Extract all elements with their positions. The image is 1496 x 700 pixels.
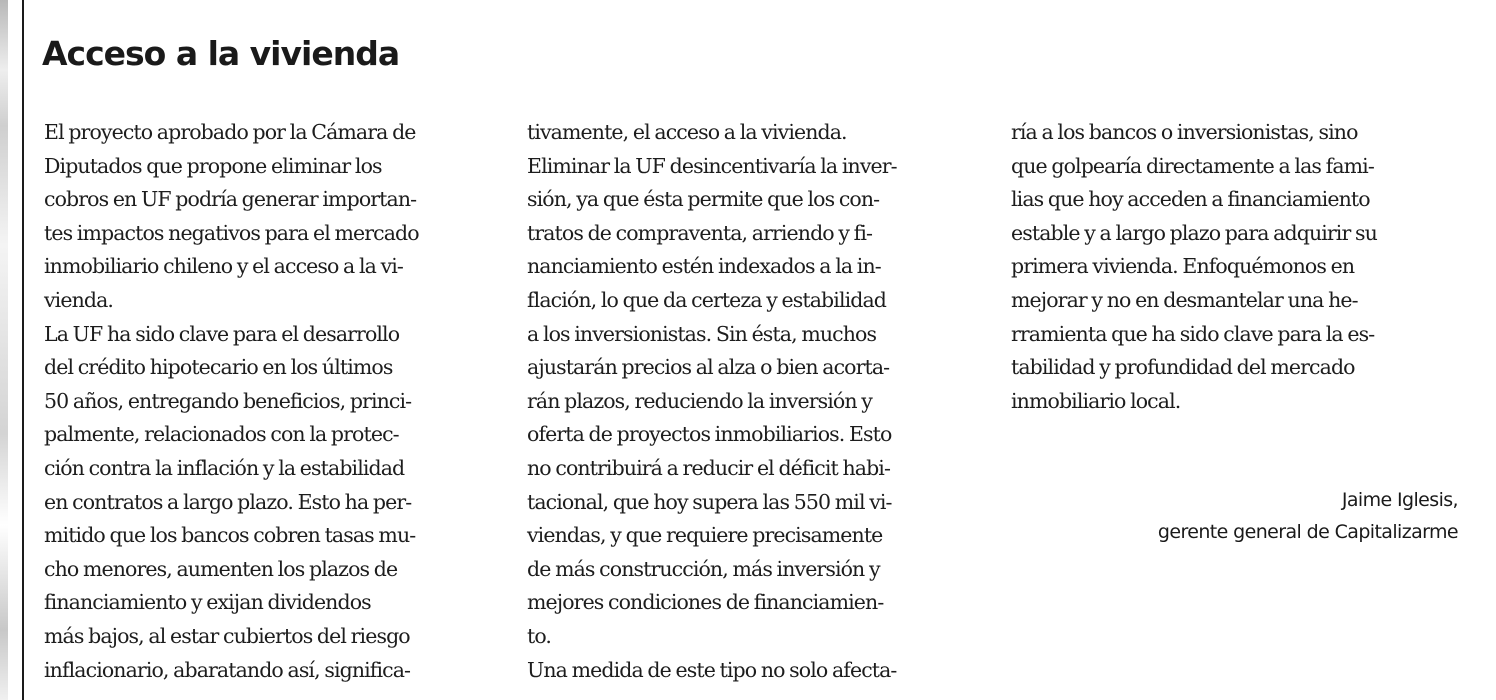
text-line: en contratos a largo plazo. Esto ha per-: [44, 489, 412, 514]
text-line: sión, ya que ésta permite que los con-: [527, 187, 880, 212]
text-line: La UF ha sido clave para el desarrollo: [44, 321, 400, 346]
text-line: mitido que los bancos cobren tasas mu-: [44, 523, 416, 548]
author-role: gerente general de Capitalizarme: [1157, 521, 1458, 543]
text-line: viendas, y que requiere precisamente: [527, 523, 883, 548]
text-line: ajustarán precios al alza o bien acorta-: [527, 355, 890, 380]
text-line: Diputados que propone eliminar los: [44, 153, 382, 178]
text-line: cho menores, aumenten los plazos de: [44, 556, 398, 581]
article-title: Acceso a la vivienda: [42, 34, 400, 73]
text-line: estable y a largo plazo para adquirir su: [1011, 220, 1377, 245]
article-column-1: [44, 116, 504, 687]
text-line: rramienta que ha sido clave para la es-: [1011, 321, 1375, 346]
text-line: inmobiliario local.: [1011, 388, 1181, 413]
column-divider-rule: [22, 0, 24, 700]
text-line: primera vivienda. Enfoquémonos en: [1011, 254, 1355, 279]
text-line: tes impactos negativos para el mercado: [44, 220, 419, 245]
text-line: oferta de proyectos inmobiliarios. Esto: [527, 422, 892, 447]
text-line: de más construcción, más inversión y: [527, 556, 880, 581]
text-line: a los inversionistas. Sin ésta, muchos: [527, 321, 877, 346]
article-column-3: [1011, 116, 1471, 418]
text-line: lias que hoy acceden a financiamiento: [1011, 187, 1370, 212]
text-line: inflacionario, abaratando así, significa-: [44, 657, 411, 682]
text-line: to.: [527, 623, 552, 648]
text-line: tivamente, el acceso a la vivienda.: [527, 120, 847, 144]
text-line: Una medida de este tipo no solo afecta-: [527, 657, 897, 682]
text-line: tabilidad y profundidad del mercado: [1011, 355, 1355, 380]
text-line: nanciamiento estén indexados a la in-: [527, 254, 881, 279]
text-line: ción contra la inflación y la estabilidad: [44, 455, 405, 480]
text-line: inmobiliario chileno y el acceso a la vi-: [44, 254, 403, 279]
text-line: financiamiento y exijan dividendos: [44, 590, 371, 615]
text-line: mejores condiciones de financiamien-: [527, 590, 884, 615]
author-signature: [1158, 484, 1458, 548]
text-line: no contribuirá a reducir el déficit habi-: [527, 455, 890, 480]
text-line: tratos de compraventa, arriendo y fi-: [527, 220, 873, 245]
text-line: que golpearía directamente a las fami-: [1011, 153, 1374, 178]
text-line: rán plazos, reduciendo la inversión y: [527, 388, 872, 413]
adjacent-page-edge: [0, 0, 8, 700]
text-line: del crédito hipotecario en los últimos: [44, 355, 393, 380]
text-line: mejorar y no en desmantelar una he-: [1011, 287, 1358, 312]
text-line: Eliminar la UF desincentivaría la inver-: [527, 153, 897, 178]
article-column-2: [527, 116, 987, 687]
author-name: Jaime Iglesis,: [1341, 489, 1458, 511]
text-line: vienda.: [44, 287, 114, 312]
text-line: ría a los bancos o inversionistas, sino: [1011, 120, 1358, 144]
text-line: flación, lo que da certeza y estabilidad: [527, 287, 887, 312]
text-line: tacional, que hoy supera las 550 mil vi-: [527, 489, 892, 514]
text-line: palmente, relacionados con la protec-: [44, 422, 399, 447]
text-line: 50 años, entregando beneficios, princi-: [44, 388, 412, 413]
text-line: cobros en UF podría generar importan-: [44, 187, 417, 212]
text-line: El proyecto aprobado por la Cámara de: [44, 120, 416, 144]
text-line: más bajos, al estar cubiertos del riesgo: [44, 623, 410, 648]
